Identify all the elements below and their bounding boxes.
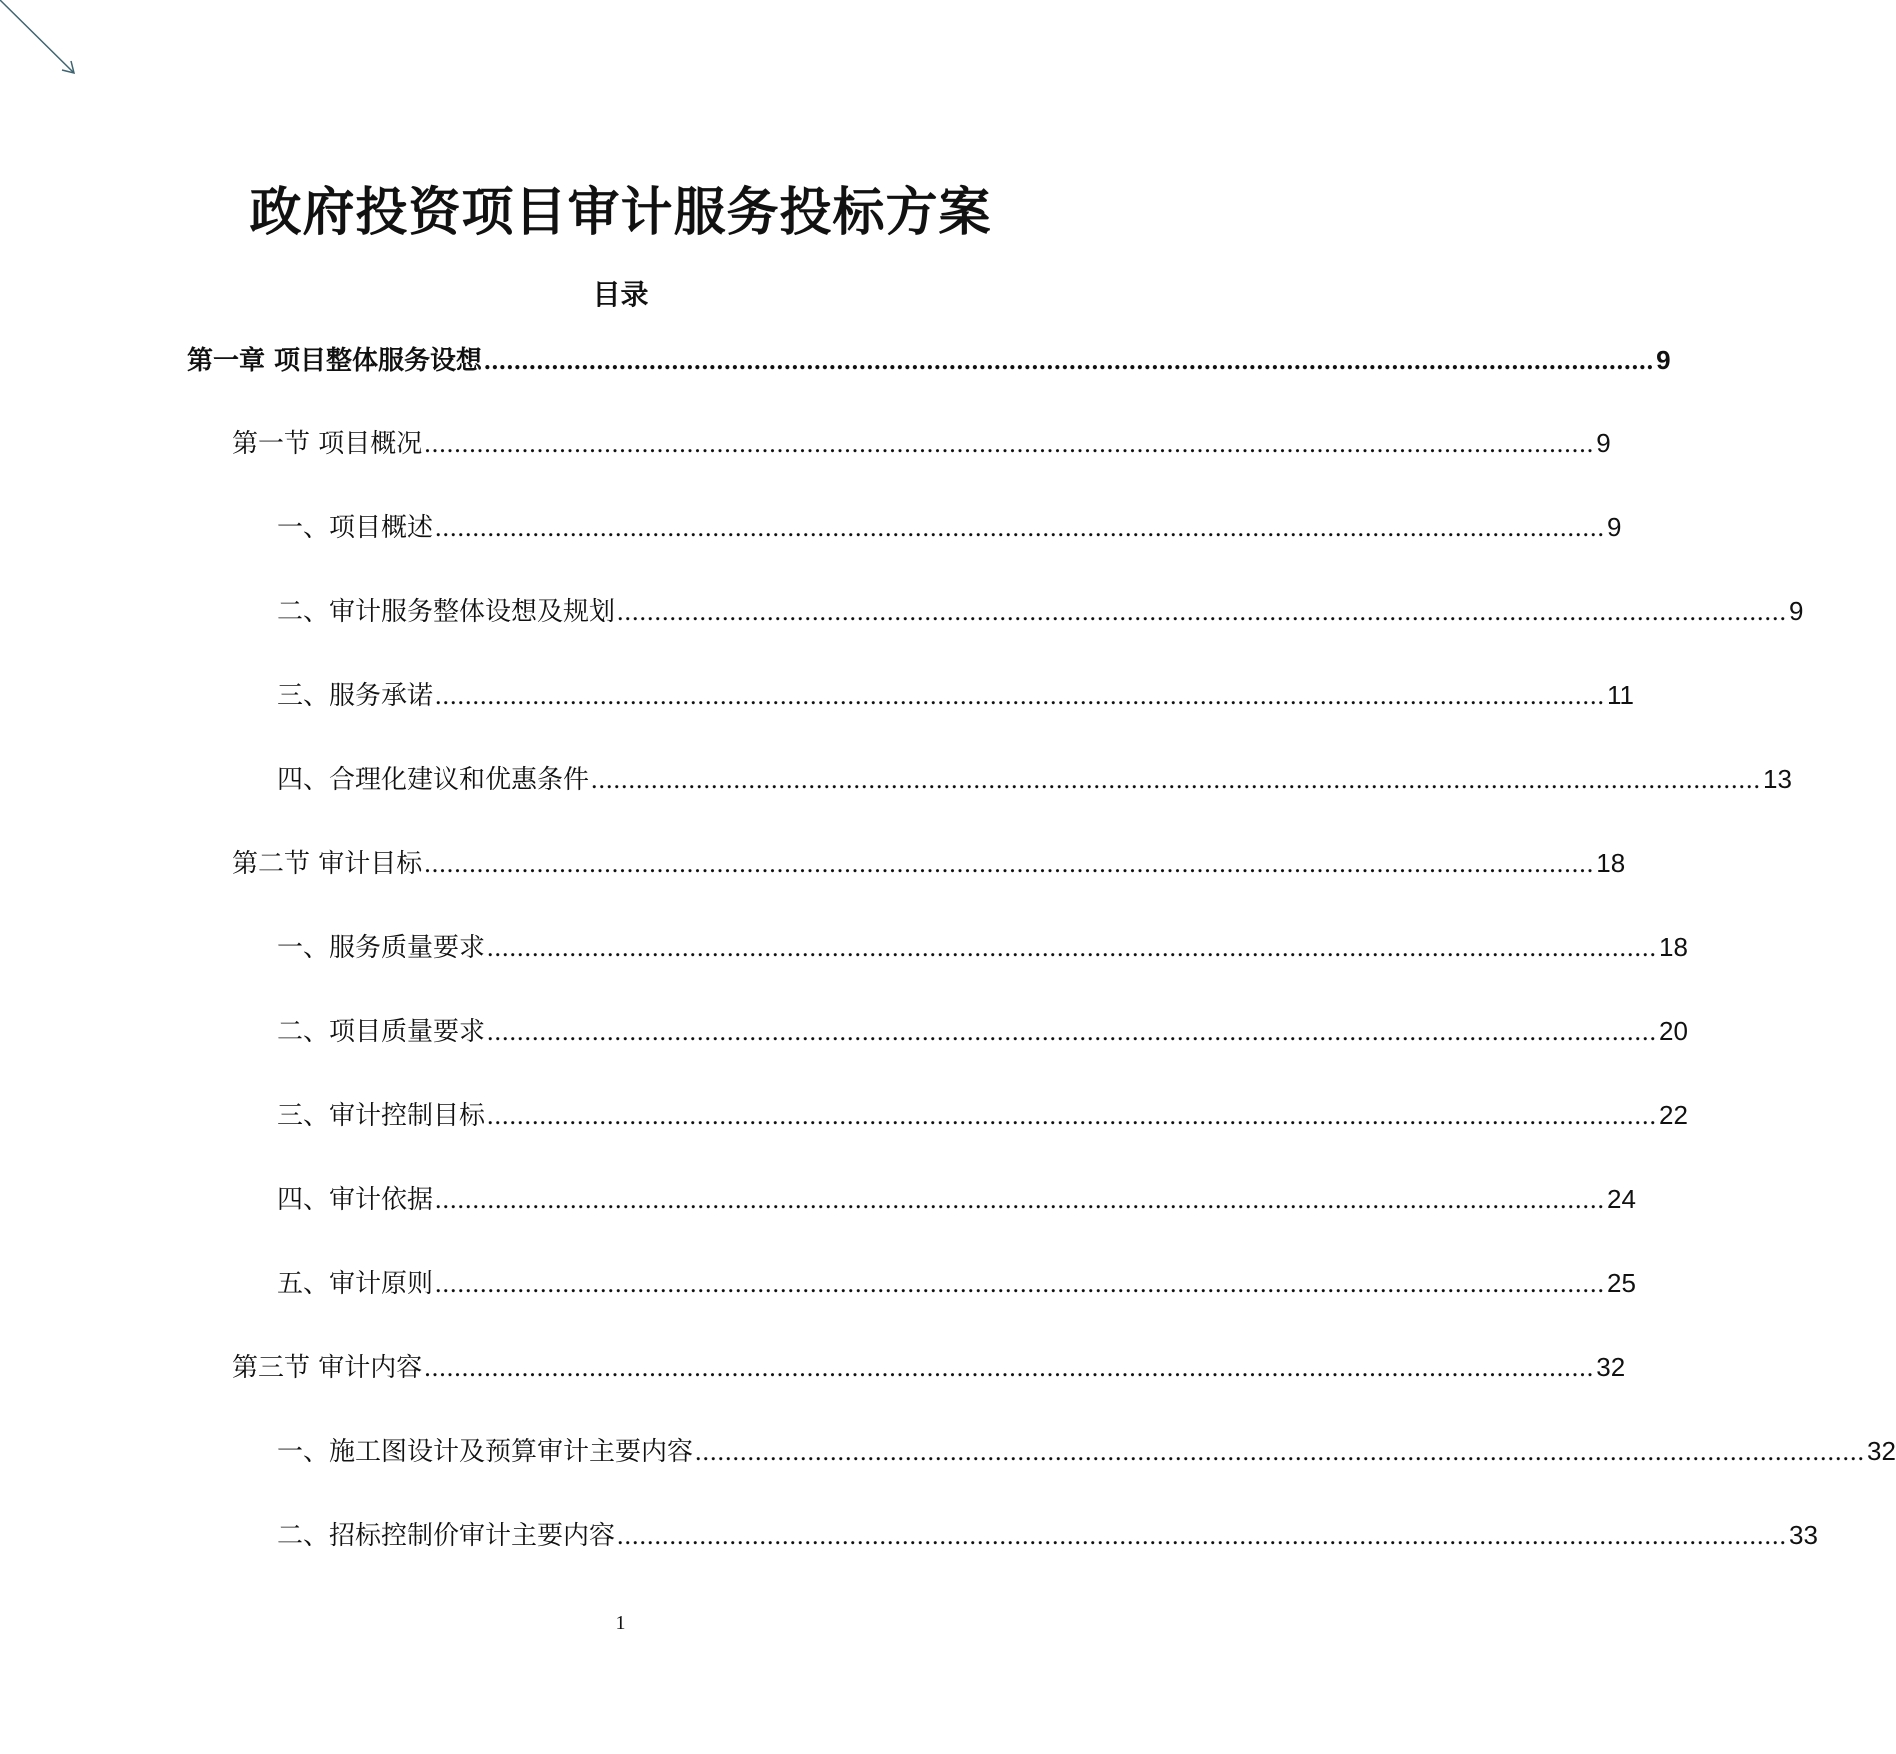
toc-entry-subsection[interactable] bbox=[277, 591, 1804, 631]
toc-entry-page: 9 bbox=[1789, 596, 1804, 626]
dot-leader: ............................................................................................................................................................ bbox=[435, 1269, 1606, 1298]
toc-entry-title: 五、审计原则 bbox=[277, 1269, 434, 1299]
toc-entry-page: 25 bbox=[1607, 1268, 1636, 1298]
dot-leader: ............................................................................................................................................................ bbox=[487, 1101, 1658, 1130]
toc-entry-subsection[interactable] bbox=[277, 675, 1635, 715]
dot-leader: ............................................................................................................................................................ bbox=[424, 1353, 1595, 1382]
dot-leader: ............................................................................................................................................................ bbox=[487, 1017, 1658, 1046]
toc-entry-page: 32 bbox=[1867, 1436, 1896, 1466]
toc-entry-page: 9 bbox=[1596, 428, 1611, 458]
toc-entry-title: 第一节 项目概况 bbox=[232, 429, 423, 459]
toc-entry-title: 二、审计服务整体设想及规划 bbox=[277, 597, 616, 627]
toc-heading: 目录 bbox=[592, 278, 649, 311]
document-title: 政府投资项目审计服务投标方案 bbox=[249, 183, 992, 243]
toc-entry-page: 24 bbox=[1607, 1184, 1636, 1214]
dot-leader: ............................................................................................................................................................ bbox=[695, 1437, 1866, 1466]
dot-leader: ............................................................................................................................................................ bbox=[617, 1521, 1788, 1550]
toc-entry-subsection[interactable] bbox=[277, 759, 1792, 799]
toc-entry-subsection[interactable] bbox=[277, 1515, 1818, 1555]
toc-entry-page: 9 bbox=[1656, 345, 1671, 375]
toc-entry-page: 33 bbox=[1789, 1520, 1818, 1550]
toc-entry-subsection[interactable] bbox=[277, 1179, 1636, 1219]
dot-leader: ............................................................................................................................................................ bbox=[435, 513, 1606, 542]
toc-entry-title: 三、服务承诺 bbox=[277, 681, 434, 711]
toc-entry-subsection[interactable] bbox=[277, 1095, 1688, 1135]
toc-entry-page: 20 bbox=[1659, 1016, 1688, 1046]
toc-entry-title: 二、招标控制价审计主要内容 bbox=[277, 1521, 616, 1551]
toc-entry-title: 第一章 项目整体服务设想 bbox=[187, 346, 483, 376]
toc-entry-page: 22 bbox=[1659, 1100, 1688, 1130]
page-number: 1 bbox=[615, 1612, 626, 1634]
dot-leader: ............................................................................................................................................................ bbox=[617, 597, 1788, 626]
toc-entry-subsection[interactable] bbox=[277, 927, 1688, 967]
toc-entry-section[interactable] bbox=[232, 1347, 1626, 1387]
toc-entry-subsection[interactable] bbox=[277, 1011, 1688, 1051]
toc-entry-subsection[interactable] bbox=[277, 507, 1622, 547]
toc-entry-page: 9 bbox=[1607, 512, 1622, 542]
toc-entry-page: 18 bbox=[1659, 932, 1688, 962]
toc-entry-title: 二、项目质量要求 bbox=[277, 1017, 486, 1047]
toc-entry-section[interactable] bbox=[232, 423, 1611, 463]
toc-entry-title: 一、服务质量要求 bbox=[277, 933, 486, 963]
toc-entry-section[interactable] bbox=[232, 843, 1626, 883]
toc-entry-title: 四、审计依据 bbox=[277, 1185, 434, 1215]
toc-entry-title: 四、合理化建议和优惠条件 bbox=[277, 765, 590, 795]
toc-entry-page: 11 bbox=[1607, 680, 1635, 710]
toc-entry-title: 一、项目概述 bbox=[277, 513, 434, 543]
toc-entry-subsection[interactable] bbox=[277, 1431, 1896, 1471]
toc-entry-page: 13 bbox=[1763, 764, 1792, 794]
toc-entry-title: 第三节 审计内容 bbox=[232, 1353, 423, 1383]
toc-entry-chapter[interactable] bbox=[187, 340, 1671, 380]
toc-entry-title: 三、审计控制目标 bbox=[277, 1101, 486, 1131]
toc-entry-page: 18 bbox=[1596, 848, 1626, 878]
dot-leader: ............................................................................................................................................................ bbox=[484, 346, 1655, 375]
toc-entry-page: 32 bbox=[1596, 1352, 1626, 1382]
toc-entry-title: 一、施工图设计及预算审计主要内容 bbox=[277, 1437, 694, 1467]
dot-leader: ............................................................................................................................................................ bbox=[435, 681, 1606, 710]
dot-leader: ............................................................................................................................................................ bbox=[487, 933, 1658, 962]
dot-leader: ............................................................................................................................................................ bbox=[424, 429, 1595, 458]
dot-leader: ............................................................................................................................................................ bbox=[591, 765, 1762, 794]
diagonal-arrow-icon bbox=[0, 0, 90, 90]
dot-leader: ............................................................................................................................................................ bbox=[424, 849, 1595, 878]
toc-entry-title: 第二节 审计目标 bbox=[232, 849, 423, 879]
toc-entry-subsection[interactable] bbox=[277, 1263, 1636, 1303]
dot-leader: ............................................................................................................................................................ bbox=[435, 1185, 1606, 1214]
